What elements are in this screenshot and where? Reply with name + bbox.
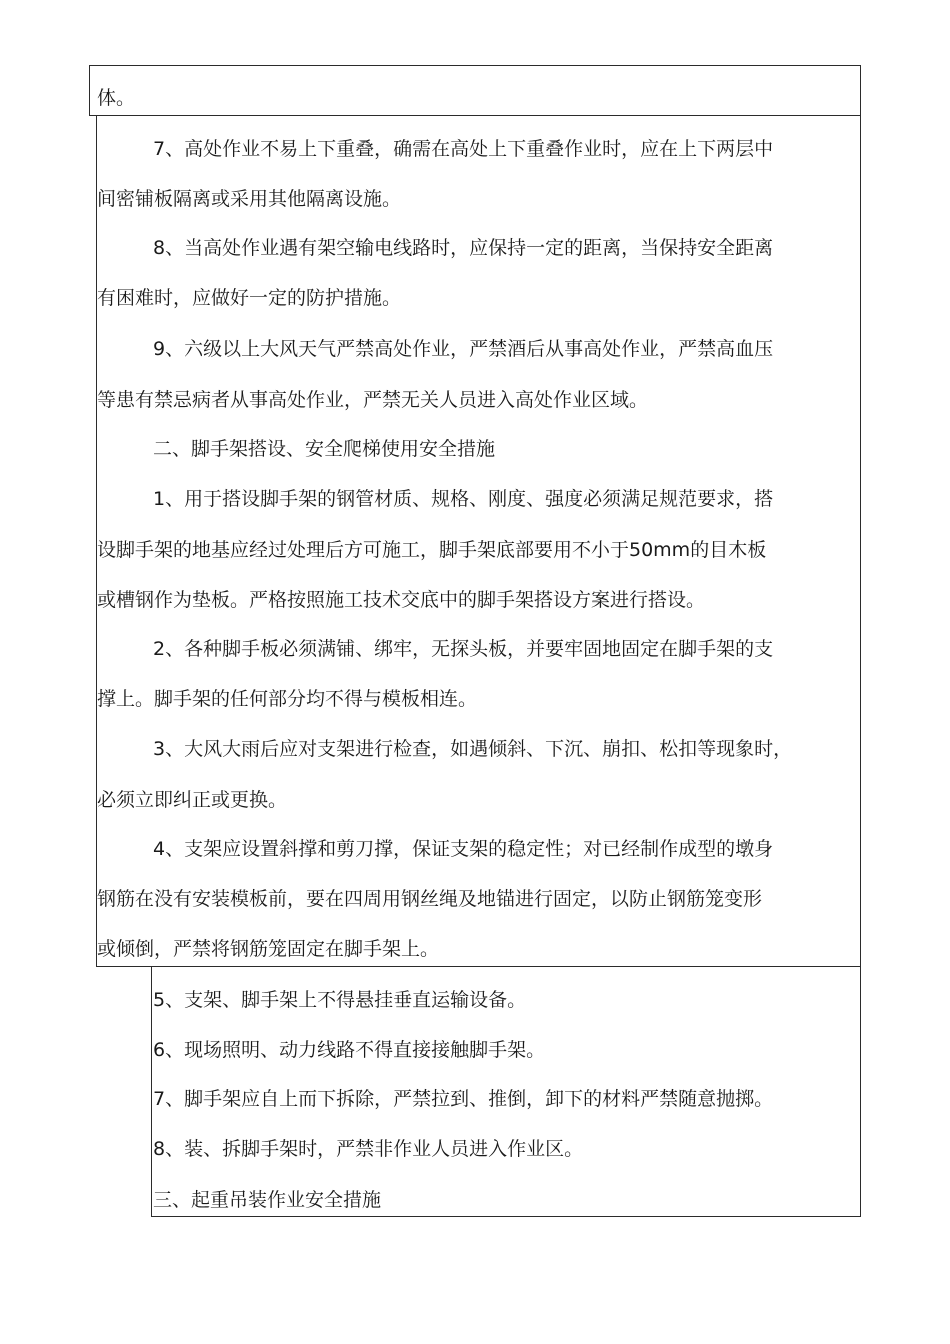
text-line: 有困难时，应做好一定的防护措施。 xyxy=(97,287,402,309)
text-line: 撑上。脚手架的任何部分均不得与模板相连。 xyxy=(97,688,478,710)
text-line: 1、用于搭设脚手架的钢管材质、规格、刚度、强度必须满足规范要求，搭 xyxy=(153,488,774,510)
text-line: 8、装、拆脚手架时，严禁非作业人员进入作业区。 xyxy=(153,1138,584,1160)
text-line: 2、各种脚手板必须满铺、绑牢，无探头板，并要牢固地固定在脚手架的支 xyxy=(153,638,774,660)
text-line: 6、现场照明、动力线路不得直接接触脚手架。 xyxy=(153,1039,546,1061)
text-line: 4、支架应设置斜撑和剪刀撑，保证支架的稳定性；对已经制作成型的墩身 xyxy=(153,838,774,860)
table-cell-top xyxy=(89,65,861,116)
text-line: 8、当高处作业遇有架空输电线路时，应保持一定的距离，当保持安全距离 xyxy=(153,237,774,259)
text-line: 9、六级以上大风天气严禁高处作业，严禁酒后从事高处作业，严禁高血压 xyxy=(153,338,774,360)
text-line: 5、支架、脚手架上不得悬挂垂直运输设备。 xyxy=(153,989,527,1011)
text-line: 或倾倒，严禁将钢筋笼固定在脚手架上。 xyxy=(97,938,440,960)
text-line: 7、高处作业不易上下重叠，确需在高处上下重叠作业时，应在上下两层中 xyxy=(153,138,774,160)
section-heading: 二、脚手架搭设、安全爬梯使用安全措施 xyxy=(153,438,496,460)
text-line: 间密铺板隔离或采用其他隔离设施。 xyxy=(97,188,402,210)
text-line: 7、脚手架应自上而下拆除，严禁拉到、推倒，卸下的材料严禁随意抛掷。 xyxy=(153,1088,774,1110)
text-line: 体。 xyxy=(97,87,136,109)
text-line: 等患有禁忌病者从事高处作业，严禁无关人员进入高处作业区域。 xyxy=(97,389,649,411)
text-line: 设脚手架的地基应经过处理后方可施工，脚手架底部要用不小于50mm的目木板 xyxy=(97,539,767,561)
text-line: 钢筋在没有安装模板前，要在四周用钢丝绳及地锚进行固定，以防止钢筋笼变形 xyxy=(97,888,763,910)
text-line: 3、大风大雨后应对支架进行检查，如遇倾斜、下沉、崩扣、松扣等现象时， xyxy=(153,738,793,760)
section-heading: 三、起重吊装作业安全措施 xyxy=(153,1189,382,1211)
text-line: 或槽钢作为垫板。严格按照施工技术交底中的脚手架搭设方案进行搭设。 xyxy=(97,589,706,611)
text-line: 必须立即纠正或更换。 xyxy=(97,789,288,811)
